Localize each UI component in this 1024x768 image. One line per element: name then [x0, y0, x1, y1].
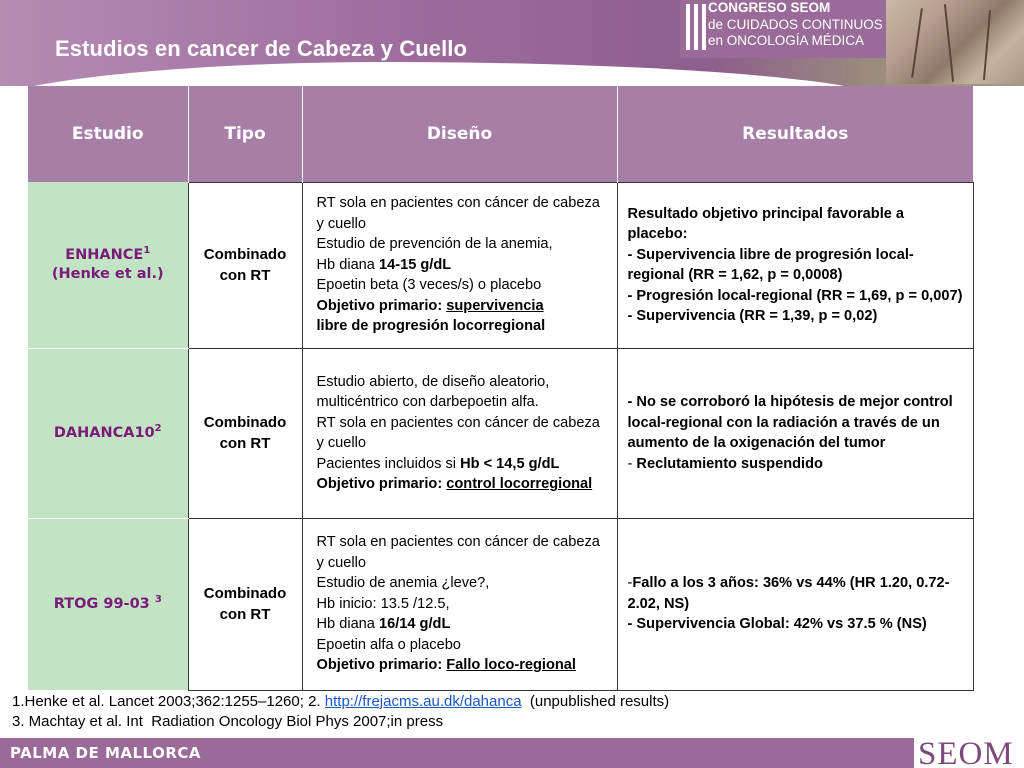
diseno-line: Estudio de prevención de la anemia,: [316, 236, 553, 253]
column-header-resultados: Resultados: [617, 86, 973, 182]
table-row: [28, 348, 973, 518]
references: [12, 692, 669, 732]
tipo-cell: [188, 518, 302, 690]
diseno-line: libre de progresión locorregional: [316, 318, 546, 335]
result-line: Resultado objetivo principal favorable a placebo:: [627, 205, 905, 242]
diseno-cell: [302, 348, 617, 518]
logo-line-1: CONGRESO SEOM: [708, 0, 831, 15]
tipo-text: Combinado: [203, 414, 287, 431]
resultados-cell: [617, 182, 973, 348]
diseno-cell: [302, 518, 617, 690]
tipo-cell: [188, 182, 302, 348]
result-line: - Reclutamiento suspendido: [627, 455, 823, 472]
table-header-row: [28, 86, 973, 182]
tipo-text: con RT: [219, 435, 271, 452]
result-line: - Supervivencia libre de progresión local-regional (RR = 1,62, p = 0,0008): [627, 246, 914, 283]
table-row: [28, 518, 973, 690]
diseno-line: Hb diana 14-15 g/dL: [316, 256, 452, 273]
seom-logo: SEOM: [918, 736, 1014, 768]
result-line: -Fallo a los 3 años: 36% vs 44% (HR 1.20, 0.72-2.02, NS): [627, 575, 950, 612]
diseno-line: Objetivo primario: Fallo loco-regional: [316, 657, 576, 674]
result-line: - No se corroboró la hipótesis de mejor control local-regional con la radiación a través de un aumento de la oxigenación del tumor: [627, 394, 953, 451]
footer-band: [0, 738, 1024, 768]
column-header-estudio: Estudio: [28, 86, 188, 182]
diseno-line: Objetivo primario: supervivencia: [316, 297, 544, 314]
diseno-line: Epoetin beta (3 veces/s) o placebo: [316, 277, 542, 294]
study-ref: 3: [154, 593, 162, 605]
page-title: Estudios en cancer de Cabeza y Cuello: [55, 36, 468, 61]
slide-header: [0, 0, 1024, 86]
header-photo: [886, 0, 1024, 84]
diseno-line: Estudio abierto, de diseño aleatorio, multicéntrico con darbepoetin alfa.: [316, 373, 550, 410]
result-line: - Supervivencia (RR = 1,39, p = 0,02): [627, 308, 878, 324]
resultados-cell: [617, 518, 973, 690]
reference-line-2: 3. Machtay et al. Int Radiation Oncology Biol Phys 2007;in press: [12, 713, 444, 730]
reference-line-1: [12, 692, 669, 712]
study-name: RTOG 99-03: [53, 595, 150, 612]
reference-text: (unpublished results): [521, 693, 670, 710]
tipo-text: Combinado: [203, 585, 287, 602]
study-authors: (Henke et al.): [51, 265, 164, 282]
diseno-cell: [302, 182, 617, 348]
tipo-text: con RT: [219, 606, 271, 623]
reference-text: 1.Henke et al. Lancet 2003;362:1255–1260; 2.: [12, 693, 325, 710]
diseno-line: Hb inicio: 13.5 /12.5,: [316, 595, 450, 612]
result-line: - Progresión local-regional (RR = 1,69, p = 0,007): [627, 287, 963, 304]
diseno-line: Hb diana 16/14 g/dL: [316, 616, 451, 633]
column-header-diseno: Diseño: [302, 86, 617, 182]
result-line: - Supervivencia Global: 42% vs 37.5 % (NS): [627, 616, 927, 633]
study-name: ENHANCE: [65, 246, 144, 263]
diseno-line: Epoetin alfa o placebo: [316, 636, 461, 653]
resultados-cell: [617, 348, 973, 518]
tipo-cell: [188, 348, 302, 518]
study-name: DAHANCA10: [53, 424, 155, 441]
tipo-text: con RT: [219, 267, 271, 284]
study-ref: 2: [154, 422, 162, 434]
diseno-line: RT sola en pacientes con cáncer de cabeza y cuello: [316, 534, 600, 571]
study-cell: [28, 518, 188, 690]
diseno-line: Objetivo primario: control locorregional: [316, 476, 593, 492]
study-ref: 1: [143, 244, 151, 256]
diseno-line: RT sola en pacientes con cáncer de cabeza y cuello: [316, 195, 600, 232]
logo-line-3: en ONCOLOGÍA MÉDICA: [708, 33, 865, 48]
table-row: [28, 182, 973, 348]
tipo-text: Combinado: [203, 246, 287, 263]
study-cell: [28, 182, 188, 348]
logo-line-2: de CUIDADOS CONTINUOS: [708, 16, 883, 32]
diseno-line: Estudio de anemia ¿leve?,: [316, 575, 490, 592]
study-cell: [28, 348, 188, 518]
studies-table: [28, 86, 973, 691]
diseno-line: RT sola en pacientes con cáncer de cabeza y cuello: [316, 414, 600, 451]
diseno-line: Pacientes incluidos si Hb < 14,5 g/dL: [316, 455, 560, 472]
footer-city: PALMA DE MALLORCA: [10, 744, 201, 762]
dahanca-link[interactable]: http://frejacms.au.dk/dahanca: [324, 693, 522, 710]
congress-logo-icon: [686, 4, 706, 50]
column-header-tipo: Tipo: [188, 86, 302, 182]
congress-logo-text: [708, 0, 883, 50]
